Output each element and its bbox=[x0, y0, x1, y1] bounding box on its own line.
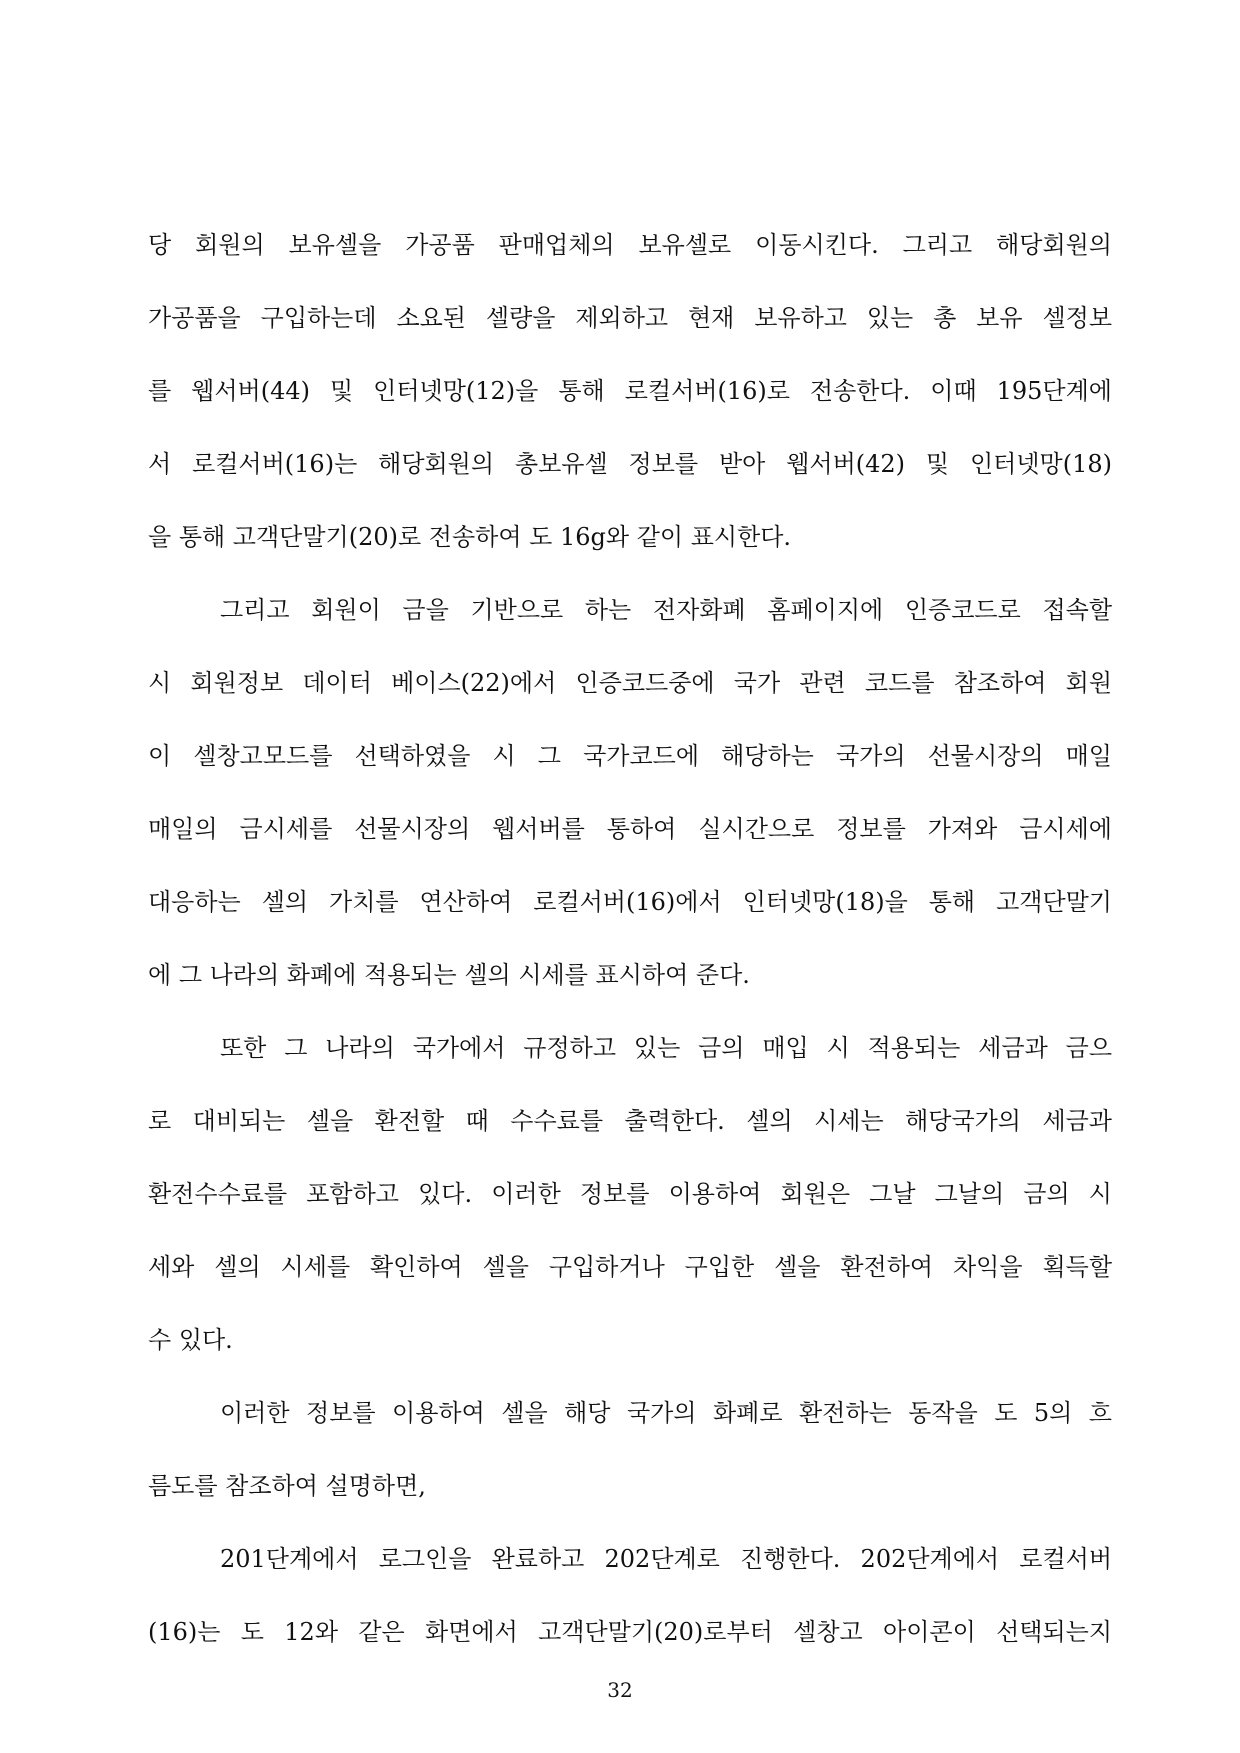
text-line-6: 그리고 회원이 금을 기반으로 하는 전자화폐 홈페이지에 인증코드로 접속할 bbox=[220, 596, 1112, 624]
text-line-2: 가공품을 구입하는데 소요된 셀량을 제외하고 현재 보유하고 있는 총 보유 셀정보 bbox=[148, 304, 1112, 332]
text-line-4: 서 로컬서버(16)는 해당회원의 총보유셀 정보를 받아 웹서버(42) 및 인터넷망(18) bbox=[148, 450, 1112, 478]
text-line-5: 을 통해 고객단말기(20)로 전송하여 도 16g와 같이 표시한다. bbox=[148, 523, 792, 551]
text-line-20: (16)는 도 12와 같은 화면에서 고객단말기(20)로부터 셀창고 아이콘이 선택되는지 bbox=[148, 1618, 1112, 1646]
text-line-3: 를 웹서버(44) 및 인터넷망(12)을 통해 로컬서버(16)로 전송한다. 이때 195단계에 bbox=[148, 377, 1112, 405]
text-line-16: 수 있다. bbox=[148, 1326, 233, 1354]
text-line-10: 대응하는 셀의 가치를 연산하여 로컬서버(16)에서 인터넷망(18)을 통해 고객단말기 bbox=[148, 888, 1112, 916]
text-line-15: 세와 셀의 시세를 확인하여 셀을 구입하거나 구입한 셀을 환전하여 차익을 획득할 bbox=[148, 1253, 1112, 1281]
text-line-9: 매일의 금시세를 선물시장의 웹서버를 통하여 실시간으로 정보를 가져와 금시세에 bbox=[148, 815, 1112, 843]
text-line-18: 름도를 참조하여 설명하면, bbox=[148, 1472, 426, 1500]
text-line-11: 에 그 나라의 화폐에 적용되는 셀의 시세를 표시하여 준다. bbox=[148, 961, 750, 989]
text-line-17: 이러한 정보를 이용하여 셀을 해당 국가의 화폐로 환전하는 동작을 도 5의 흐 bbox=[220, 1399, 1112, 1427]
text-line-1: 당 회원의 보유셀을 가공품 판매업체의 보유셀로 이동시킨다. 그리고 해당회원의 bbox=[148, 231, 1112, 259]
text-line-19: 201단계에서 로그인을 완료하고 202단계로 진행한다. 202단계에서 로컬서버 bbox=[220, 1545, 1112, 1573]
text-line-12: 또한 그 나라의 국가에서 규정하고 있는 금의 매입 시 적용되는 세금과 금으 bbox=[220, 1034, 1112, 1062]
text-line-13: 로 대비되는 셀을 환전할 때 수수료를 출력한다. 셀의 시세는 해당국가의 세금과 bbox=[148, 1107, 1112, 1135]
text-line-8: 이 셀창고모드를 선택하였을 시 그 국가코드에 해당하는 국가의 선물시장의 매일 bbox=[148, 742, 1112, 770]
text-line-14: 환전수수료를 포함하고 있다. 이러한 정보를 이용하여 회원은 그날 그날의 금의 시 bbox=[148, 1180, 1112, 1208]
text-line-7: 시 회원정보 데이터 베이스(22)에서 인증코드중에 국가 관련 코드를 참조하여 회원 bbox=[148, 669, 1112, 697]
page-number: 32 bbox=[607, 1678, 633, 1702]
